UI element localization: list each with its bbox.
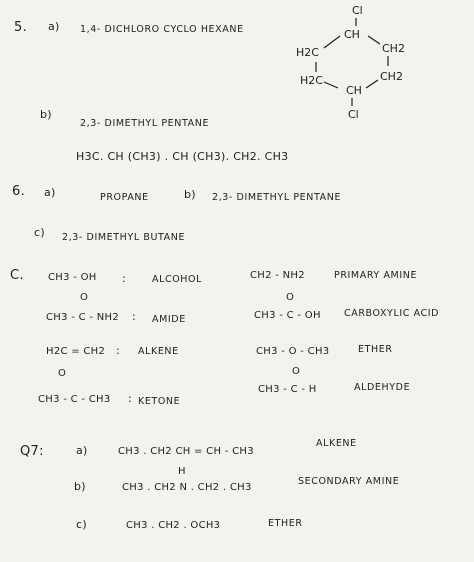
q7b-label: b)	[74, 480, 86, 493]
q5b-formula: H3C. CH (CH3) . CH (CH3). CH2. CH3	[76, 150, 289, 163]
q6a-label: a)	[44, 186, 56, 199]
alkene-sep: :	[116, 344, 121, 357]
q6b-label: b)	[184, 188, 196, 201]
amide-sep: :	[132, 310, 137, 323]
q6-number: 6.	[12, 184, 26, 199]
primary-amine-name: PRIMARY AMINE	[334, 270, 418, 281]
bottom-cl-label: Cl	[348, 108, 359, 121]
carboxylic-oxygen: O	[286, 292, 295, 303]
top-cl-label: Cl	[352, 4, 363, 17]
q7c-formula: CH3 . CH2 . OCH3	[126, 520, 221, 531]
q7b-name: SECONDARY AMINE	[298, 476, 400, 487]
q5-number: 5.	[14, 20, 28, 35]
alkene-formula: H2C = CH2	[46, 346, 106, 357]
ether-formula: CH3 - O - CH3	[256, 346, 330, 357]
q6c-answer: 2,3- DIMETHYL BUTANE	[62, 232, 186, 243]
q7b-formula: CH3 . CH2 N . CH2 . CH3	[122, 482, 252, 493]
q5a-label: a)	[48, 20, 60, 33]
q7a-formula: CH3 . CH2 CH = CH - CH3	[118, 446, 254, 457]
alcohol-sep: :	[122, 272, 127, 285]
aldehyde-name: ALDEHYDE	[354, 382, 411, 393]
q5b-label: b)	[40, 108, 52, 121]
q6c-label: c)	[34, 226, 45, 239]
ketone-oxygen: O	[58, 368, 67, 379]
ketone-sep: :	[128, 392, 133, 405]
amide-name: AMIDE	[152, 314, 186, 325]
q6b-answer: 2,3- DIMETHYL PENTANE	[212, 192, 342, 203]
carboxylic-name: CARBOXYLIC ACID	[344, 308, 440, 319]
ring-c3-label: CH2	[380, 70, 403, 83]
ring-c4-label: CH	[346, 84, 362, 97]
ring-c5-label: H2C	[296, 46, 319, 59]
amide-formula: CH3 - C - NH2	[46, 312, 120, 323]
ketone-formula: CH3 - C - CH3	[38, 394, 111, 405]
aldehyde-formula: CH3 - C - H	[258, 384, 317, 395]
q5a-answer: 1,4- DICHLORO CYCLO HEXANE	[80, 24, 244, 35]
ring-c1-label: CH	[344, 28, 360, 41]
bond-c4-c6	[324, 82, 338, 88]
primary-amine-formula: CH2 - NH2	[250, 270, 305, 281]
bond-c3-c4	[366, 80, 378, 88]
q6a-answer: PROPANE	[100, 192, 149, 203]
alkene-name: ALKENE	[138, 346, 179, 357]
amide-oxygen: O	[80, 292, 89, 303]
q7c-label: c)	[76, 518, 87, 531]
q7c-name: ETHER	[268, 518, 303, 529]
q7a-label: a)	[76, 444, 88, 457]
bond-c1-c2	[368, 36, 380, 44]
q7a-name: ALKENE	[316, 438, 357, 449]
carboxylic-formula: CH3 - C - OH	[254, 310, 321, 321]
bond-c5-c1	[324, 36, 340, 48]
ether-name: ETHER	[358, 344, 393, 355]
q7-number: Q7:	[20, 444, 44, 459]
alcohol-formula: CH3 - OH	[48, 272, 97, 283]
q6-part-c-label: C.	[10, 268, 24, 283]
ring-c6-label: H2C	[300, 74, 323, 87]
ring-c2-label: CH2	[382, 42, 405, 55]
aldehyde-oxygen: O	[292, 366, 301, 377]
ketone-name: KETONE	[138, 396, 181, 407]
q7b-hydrogen: H	[178, 466, 186, 477]
q5b-answer: 2,3- DIMETHYL PENTANE	[80, 118, 210, 129]
alcohol-name: ALCOHOL	[152, 274, 203, 285]
